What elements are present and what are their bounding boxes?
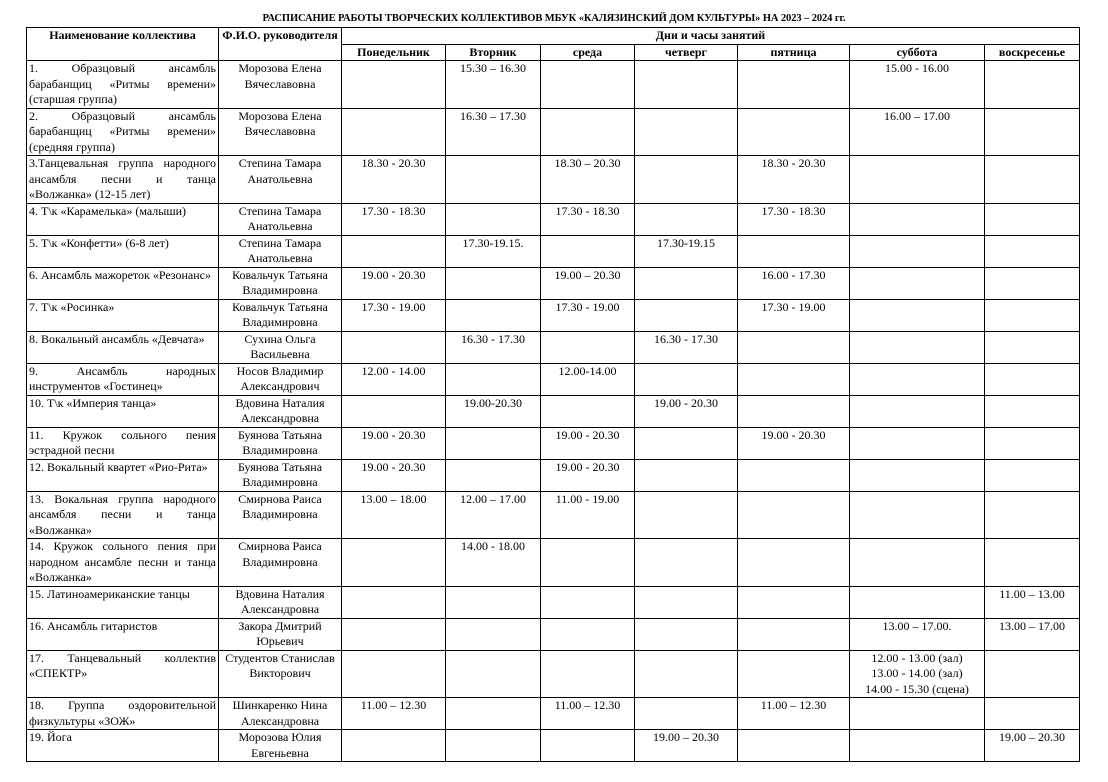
leader-name: Студентов Станислав Викторович: [219, 650, 342, 698]
schedule-cell: [541, 650, 635, 698]
schedule-cell: [446, 427, 541, 459]
schedule-cell: [738, 650, 850, 698]
schedule-cell: [446, 650, 541, 698]
schedule-cell: 19.00 – 20.30: [541, 267, 635, 299]
schedule-cell: 15.00 - 16.00: [850, 61, 985, 109]
schedule-cell: [738, 586, 850, 618]
schedule-cell: [738, 363, 850, 395]
collective-name: 19. Йога: [27, 730, 219, 762]
schedule-cell: 19.00 - 20.30: [635, 395, 738, 427]
schedule-cell: 17.30-19.15: [635, 235, 738, 267]
schedule-cell: [738, 395, 850, 427]
schedule-cell: [985, 156, 1080, 204]
schedule-cell: 17.30 - 18.30: [541, 203, 635, 235]
schedule-cell: [985, 363, 1080, 395]
schedule-cell: [985, 299, 1080, 331]
schedule-cell: 14.00 - 18.00: [446, 539, 541, 587]
leader-name: Сухина Ольга Васильевна: [219, 331, 342, 363]
schedule-cell: [985, 427, 1080, 459]
schedule-cell: [541, 61, 635, 109]
schedule-cell: [342, 730, 446, 762]
schedule-cell: [342, 395, 446, 427]
schedule-cell: 18.30 – 20.30: [541, 156, 635, 204]
schedule-cell: [850, 427, 985, 459]
schedule-cell: [985, 698, 1080, 730]
table-row: [27, 203, 1080, 235]
table-row: [27, 650, 1080, 698]
schedule-cell: [446, 363, 541, 395]
schedule-cell: 19.00 - 20.30: [541, 427, 635, 459]
schedule-cell: [985, 491, 1080, 539]
collective-name: 10. Т\к «Империя танца»: [27, 395, 219, 427]
schedule-cell: 17.30-19.15.: [446, 235, 541, 267]
schedule-cell: [342, 108, 446, 156]
schedule-cell: 19.00 - 20.30: [342, 459, 446, 491]
schedule-cell: [985, 203, 1080, 235]
schedule-cell: [541, 618, 635, 650]
leader-name: Шинкаренко Нина Александровна: [219, 698, 342, 730]
table-row: [27, 618, 1080, 650]
schedule-cell: [342, 61, 446, 109]
schedule-cell: 12.00 - 14.00: [342, 363, 446, 395]
collective-name: 15. Латиноамериканские танцы: [27, 586, 219, 618]
schedule-cell: [635, 650, 738, 698]
schedule-cell: [985, 331, 1080, 363]
schedule-cell: [446, 459, 541, 491]
table-row: [27, 61, 1080, 109]
schedule-cell: [446, 618, 541, 650]
schedule-cell: [541, 331, 635, 363]
schedule-cell: [850, 267, 985, 299]
leader-name: Степина Тамара Анатольевна: [219, 203, 342, 235]
schedule-cell: [635, 586, 738, 618]
schedule-cell: 12.00 – 17.00: [446, 491, 541, 539]
schedule-cell: [342, 586, 446, 618]
table-row: [27, 730, 1080, 762]
collective-name: 3.Танцевальная группа народного ансамбля песни и танца «Волжанка» (12-15 лет): [27, 156, 219, 204]
schedule-cell: 15.30 – 16.30: [446, 61, 541, 109]
header-day-tue: Вторник: [446, 44, 541, 61]
schedule-cell: [342, 650, 446, 698]
schedule-cell: 19.00 - 20.30: [738, 427, 850, 459]
schedule-cell: [635, 459, 738, 491]
schedule-cell: [850, 586, 985, 618]
leader-name: Вдовина Наталия Александровна: [219, 395, 342, 427]
schedule-cell: 19.00 – 20.30: [635, 730, 738, 762]
schedule-cell: [738, 235, 850, 267]
schedule-cell: 16.00 – 17.00: [850, 108, 985, 156]
collective-name: 11. Кружок сольного пения эстрадной песни: [27, 427, 219, 459]
header-days-group: Дни и часы занятий: [342, 28, 1080, 45]
schedule-cell: 16.30 – 17.30: [446, 108, 541, 156]
leader-name: Морозова Елена Вячеславовна: [219, 108, 342, 156]
leader-name: Закора Дмитрий Юрьевич: [219, 618, 342, 650]
schedule-cell: [446, 299, 541, 331]
collective-name: 13. Вокальная группа народного ансамбля песни и танца «Волжанка»: [27, 491, 219, 539]
header-day-fri: пятница: [738, 44, 850, 61]
schedule-cell: 12.00 - 13.00 (зал) 13.00 - 14.00 (зал) 14.00 - 15.30 (сцена): [850, 650, 985, 698]
table-row: [27, 363, 1080, 395]
collective-name: 2. Образцовый ансамбль барабанщиц «Ритмы времени» (средняя группа): [27, 108, 219, 156]
schedule-cell: 18.30 - 20.30: [342, 156, 446, 204]
schedule-cell: [738, 61, 850, 109]
collective-name: 16. Ансамбль гитаристов: [27, 618, 219, 650]
schedule-cell: [738, 491, 850, 539]
leader-name: Носов Владимир Александрович: [219, 363, 342, 395]
table-row: [27, 539, 1080, 587]
header-day-wed: среда: [541, 44, 635, 61]
schedule-cell: [446, 730, 541, 762]
schedule-cell: [342, 539, 446, 587]
leader-name: Буянова Татьяна Владимировна: [219, 459, 342, 491]
schedule-cell: [985, 539, 1080, 587]
schedule-cell: 11.00 – 13.00: [985, 586, 1080, 618]
schedule-cell: [985, 61, 1080, 109]
schedule-cell: [738, 730, 850, 762]
schedule-cell: [850, 203, 985, 235]
schedule-cell: [342, 235, 446, 267]
table-row: [27, 299, 1080, 331]
schedule-cell: 17.30 - 19.00: [541, 299, 635, 331]
schedule-cell: [738, 618, 850, 650]
schedule-cell: [446, 698, 541, 730]
leader-name: Смирнова Раиса Владимировна: [219, 539, 342, 587]
table-row: [27, 267, 1080, 299]
schedule-cell: [850, 459, 985, 491]
schedule-cell: [541, 108, 635, 156]
schedule-cell: [985, 395, 1080, 427]
schedule-cell: [635, 539, 738, 587]
schedule-cell: [635, 618, 738, 650]
schedule-cell: [635, 108, 738, 156]
schedule-cell: [985, 235, 1080, 267]
header-day-sat: суббота: [850, 44, 985, 61]
schedule-cell: [850, 363, 985, 395]
collective-name: 12. Вокальный квартет «Рио-Рита»: [27, 459, 219, 491]
table-row: [27, 427, 1080, 459]
schedule-cell: [850, 539, 985, 587]
schedule-cell: 18.30 - 20.30: [738, 156, 850, 204]
schedule-cell: 13.00 – 17.00.: [850, 618, 985, 650]
table-header: [27, 28, 1080, 61]
schedule-cell: [850, 730, 985, 762]
schedule-cell: [985, 459, 1080, 491]
schedule-cell: 12.00-14.00: [541, 363, 635, 395]
schedule-cell: [541, 235, 635, 267]
table-row: [27, 331, 1080, 363]
schedule-cell: 17.30 - 18.30: [342, 203, 446, 235]
schedule-cell: [342, 618, 446, 650]
collective-name: 9. Ансамбль народных инструментов «Гостинец»: [27, 363, 219, 395]
schedule-cell: [738, 539, 850, 587]
table-row: [27, 235, 1080, 267]
leader-name: Смирнова Раиса Владимировна: [219, 491, 342, 539]
schedule-cell: 11.00 - 19.00: [541, 491, 635, 539]
page-title: РАСПИСАНИЕ РАБОТЫ ТВОРЧЕСКИХ КОЛЛЕКТИВОВ МБУК «КАЛЯЗИНСКИЙ ДОМ КУЛЬТУРЫ» НА 2023 – 2024 гг.: [262, 13, 846, 24]
collective-name: 8. Вокальный ансамбль «Девчата»: [27, 331, 219, 363]
schedule-cell: [635, 61, 738, 109]
collective-name: 14. Кружок сольного пения при народном ансамбле песни и танца «Волжанка»: [27, 539, 219, 587]
schedule-cell: 16.30 - 17.30: [635, 331, 738, 363]
header-day-mon: Понедельник: [342, 44, 446, 61]
schedule-cell: [342, 331, 446, 363]
collective-name: 5. Т\к «Конфетти» (6-8 лет): [27, 235, 219, 267]
leader-name: Степина Тамара Анатольевна: [219, 235, 342, 267]
leader-name: Степина Тамара Анатольевна: [219, 156, 342, 204]
schedule-cell: 19.00 - 20.30: [541, 459, 635, 491]
collective-name: 1. Образцовый ансамбль барабанщиц «Ритмы времени» (старшая группа): [27, 61, 219, 109]
schedule-cell: [985, 267, 1080, 299]
schedule-cell: 11.00 – 12.30: [738, 698, 850, 730]
collective-name: 4. Т\к «Карамелька» (малыши): [27, 203, 219, 235]
schedule-cell: [635, 156, 738, 204]
schedule-cell: 13.00 – 17.00: [985, 618, 1080, 650]
schedule-cell: 19.00-20.30: [446, 395, 541, 427]
schedule-cell: [635, 363, 738, 395]
schedule-cell: [985, 650, 1080, 698]
schedule-cell: [541, 539, 635, 587]
header-name: Наименование коллектива: [27, 28, 219, 61]
leader-name: Ковальчук Татьяна Владимировна: [219, 299, 342, 331]
schedule-cell: [985, 108, 1080, 156]
schedule-cell: [738, 331, 850, 363]
table-body: [27, 61, 1080, 762]
schedule-cell: 17.30 - 19.00: [342, 299, 446, 331]
schedule-cell: [446, 586, 541, 618]
table-row: [27, 108, 1080, 156]
table-row: [27, 459, 1080, 491]
leader-name: Вдовина Наталия Александровна: [219, 586, 342, 618]
schedule-cell: [635, 267, 738, 299]
schedule-cell: [446, 267, 541, 299]
schedule-cell: [850, 235, 985, 267]
schedule-cell: 19.00 - 20.30: [342, 267, 446, 299]
schedule-cell: [635, 491, 738, 539]
table-row: [27, 698, 1080, 730]
schedule-cell: 17.30 - 19.00: [738, 299, 850, 331]
leader-name: Морозова Юлия Евгеньевна: [219, 730, 342, 762]
table-row: [27, 156, 1080, 204]
leader-name: Буянова Татьяна Владимировна: [219, 427, 342, 459]
table-row: [27, 491, 1080, 539]
schedule-cell: [635, 299, 738, 331]
schedule-cell: [541, 395, 635, 427]
schedule-cell: [850, 331, 985, 363]
collective-name: 7. Т\к «Росинка»: [27, 299, 219, 331]
schedule-cell: 19.00 - 20.30: [342, 427, 446, 459]
schedule-cell: 11.00 – 12.30: [541, 698, 635, 730]
schedule-cell: 13.00 – 18.00: [342, 491, 446, 539]
schedule-cell: [738, 459, 850, 491]
schedule-cell: [850, 156, 985, 204]
schedule-cell: 17.30 - 18.30: [738, 203, 850, 235]
schedule-cell: [541, 730, 635, 762]
table-row: [27, 586, 1080, 618]
table-row: [27, 395, 1080, 427]
schedule-cell: [446, 203, 541, 235]
leader-name: Ковальчук Татьяна Владимировна: [219, 267, 342, 299]
schedule-cell: [850, 491, 985, 539]
schedule-cell: 19.00 – 20.30: [985, 730, 1080, 762]
schedule-cell: [446, 156, 541, 204]
header-day-sun: воскресенье: [985, 44, 1080, 61]
schedule-cell: [635, 203, 738, 235]
collective-name: 6. Ансамбль мажореток «Резонанс»: [27, 267, 219, 299]
schedule-cell: [738, 108, 850, 156]
schedule-cell: [850, 395, 985, 427]
schedule-cell: [635, 698, 738, 730]
schedule-cell: 16.30 - 17.30: [446, 331, 541, 363]
collective-name: 17. Танцевальный коллектив «СПЕКТР»: [27, 650, 219, 698]
header-day-thu: четверг: [635, 44, 738, 61]
header-leader: Ф.И.О. руководителя: [219, 28, 342, 61]
collective-name: 18. Группа оздоровительной физкультуры «ЗОЖ»: [27, 698, 219, 730]
leader-name: Морозова Елена Вячеславовна: [219, 61, 342, 109]
schedule-table: [26, 27, 1080, 762]
schedule-cell: 16.00 - 17.30: [738, 267, 850, 299]
schedule-cell: 11.00 – 12.30: [342, 698, 446, 730]
schedule-cell: [850, 299, 985, 331]
schedule-cell: [541, 586, 635, 618]
schedule-cell: [850, 698, 985, 730]
schedule-cell: [635, 427, 738, 459]
